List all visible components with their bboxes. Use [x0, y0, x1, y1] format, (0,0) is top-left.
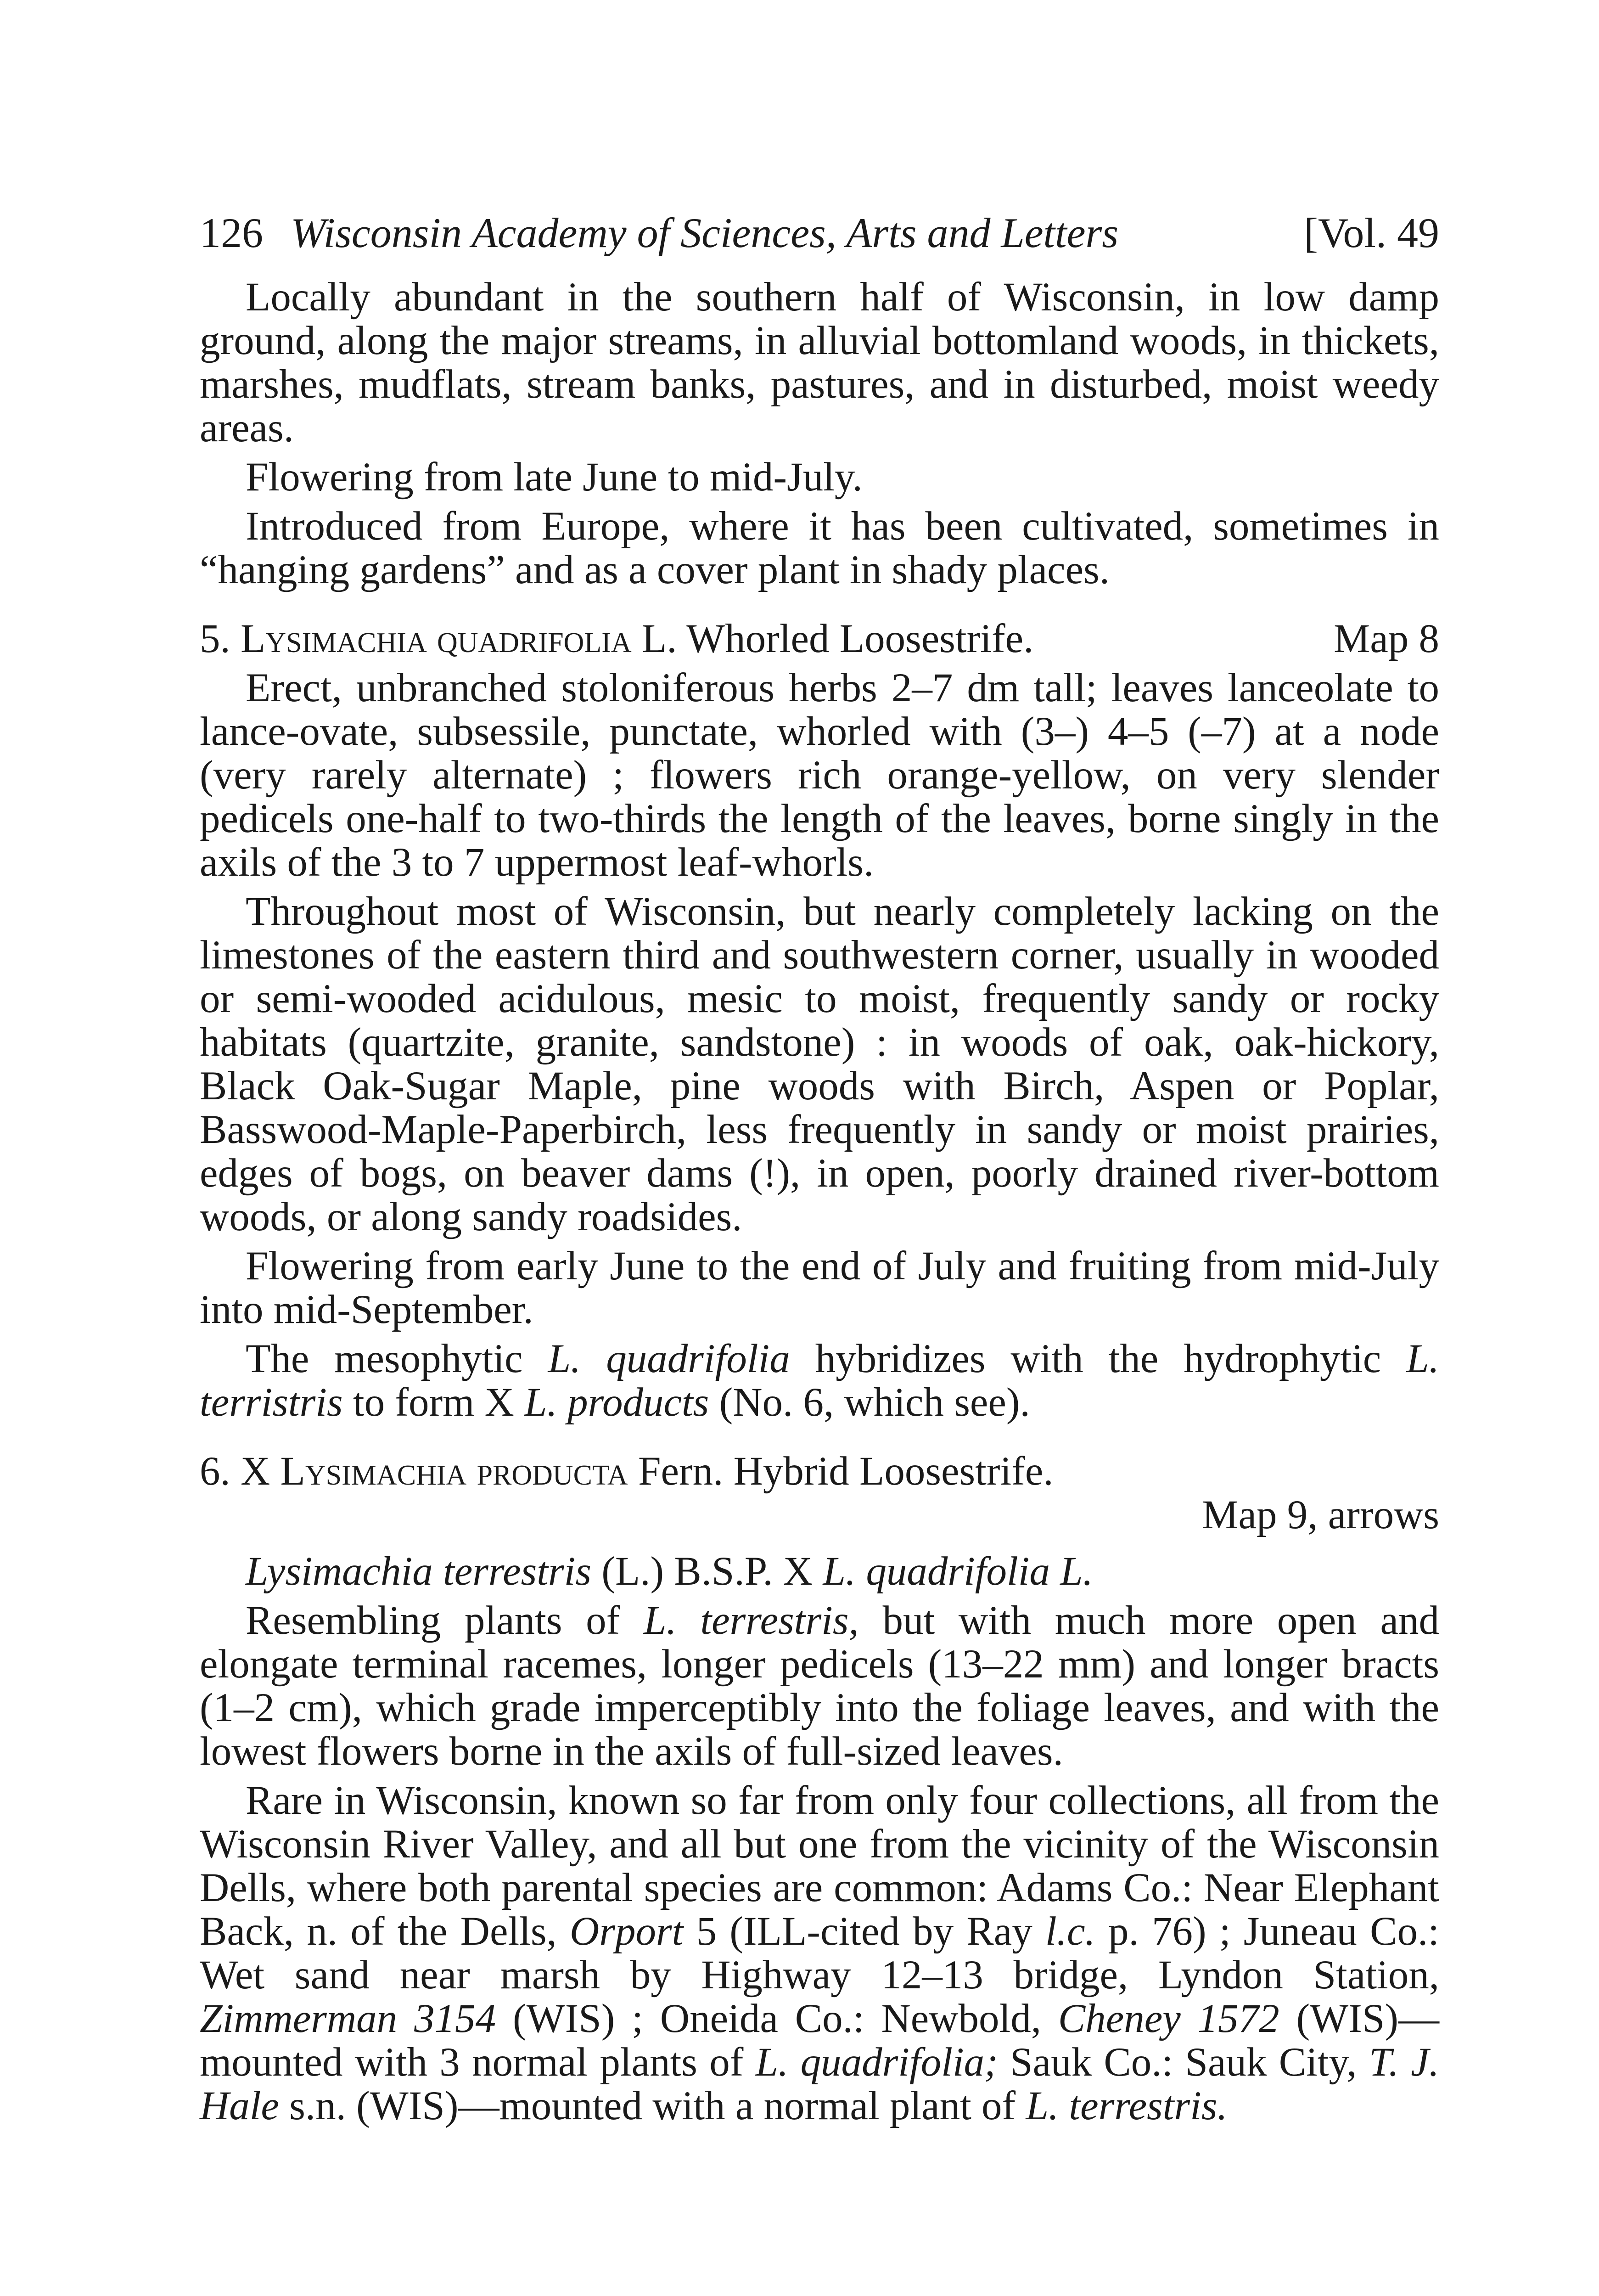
species-5-description: Erect, unbranched stoloniferous herbs 2–7 dm tall; leaves lanceolate to lance-ovate, subsessile, punctate, whorled with (3–) 4–5 (–7) at a node (very rarely alternate) ; flowers rich orange-yellow, on very slender pedicels one-half to two-thirds the length of the leaves, borne singly in the axils of the 3 to 7 uppermost leaf-whorls.	[200, 665, 1439, 885]
intro-habitat: Locally abundant in the southern half of Wisconsin, in low damp ground, along the major streams, in alluvial bottomland woods, in thickets, marshes, mudflats, stream banks, pastures, and in disturbed, moist weedy areas.	[200, 275, 1439, 450]
running-head	[200, 211, 1439, 255]
species-5-distribution: Throughout most of Wisconsin, but nearly completely lacking on the limestones of the eastern third and southwestern corner, usually in wooded or semi-wooded acidulous, mesic to moist, frequently sandy or rocky habitats (quartzite, granite, sandstone) : in woods of oak, oak-hickory, Black Oak-Sugar Maple, pine woods with Birch, Aspen or Poplar, Basswood-Maple-Paperbirch, less frequently in sandy or moist prairies, edges of bogs, on beaver dams (!), in open, poorly drained river-bottom woods, or along sandy roadsides.	[200, 889, 1439, 1239]
intro-flowering: Flowering from late June to mid-July.	[246, 455, 863, 500]
species-6-title	[200, 1449, 1054, 1494]
species-5-heading	[200, 617, 1439, 661]
page-number: 126	[200, 209, 263, 256]
species-6-hybrid-prefix: X	[241, 1449, 270, 1494]
species-5-map-ref: Map 8	[1334, 616, 1439, 661]
species-6-number: 6.	[200, 1449, 230, 1494]
species-5-common-name: Whorled Loosestrife.	[686, 616, 1034, 661]
species-6-parentage: Lysimachia terrestris (L.) B.S.P. X L. quadrifolia L.	[246, 1549, 1093, 1594]
species-6-common-name: Hybrid Loosestrife.	[733, 1449, 1054, 1494]
journal-title: Wisconsin Academy of Sciences, Arts and Letters	[291, 209, 1119, 256]
volume-label: [Vol. 49	[1304, 209, 1439, 256]
species-6-heading	[200, 1450, 1439, 1537]
intro-origin: Introduced from Europe, where it has been cultivated, sometimes in “hanging gardens” and as a cover plant in shady places.	[200, 504, 1439, 592]
species-6-description: Resembling plants of L. terrestris, but with much more open and elongate terminal racemes, longer pedicels (13–22 mm) and longer bracts (1–2 cm), which grade imperceptibly into the foliage leaves, and with the lowest flowers borne in the axils of full-sized leaves.	[200, 1598, 1439, 1774]
species-6-map-ref: Map 9, arrows	[1202, 1492, 1439, 1537]
species-5-number: 5.	[200, 616, 230, 661]
species-5-title	[200, 617, 1033, 661]
species-5-author: L.	[641, 616, 677, 661]
species-6-records: Rare in Wisconsin, known so far from only four collections, all from the Wisconsin River Valley, and all but one from the vicinity of the Wisconsin Dells, where both parental species are common: Adams Co.: Near Elephant Back, n. of the Dells, Orport 5 (ILL-cited by Ray l.c. p. 76) ; Juneau Co.: Wet sand near marsh by Highway 12–13 bridge, Lyndon Station, Zimmerman 3154 (WIS) ; Oneida Co.: Newbold, Cheney 1572 (WIS)—mounted with 3 normal plants of L. quadrifolia; Sauk Co.: Sauk City, T. J. Hale s.n. (WIS)—mounted with a normal plant of L. terrestris.	[200, 1778, 1439, 2128]
species-6-author: Fern.	[638, 1449, 724, 1494]
species-5-name: Lysimachia quadrifolia	[241, 616, 632, 661]
species-6-name: Lysimachia producta	[280, 1449, 628, 1494]
book-page	[200, 211, 1439, 2133]
species-5-hybrid-note: The mesophytic L. quadrifolia hybridizes with the hydrophytic L. terristris to form X L. products (No. 6, which see).	[200, 1336, 1439, 1425]
species-5-flowering: Flowering from early June to the end of July and fruiting from mid-July into mid-September.	[200, 1244, 1439, 1332]
